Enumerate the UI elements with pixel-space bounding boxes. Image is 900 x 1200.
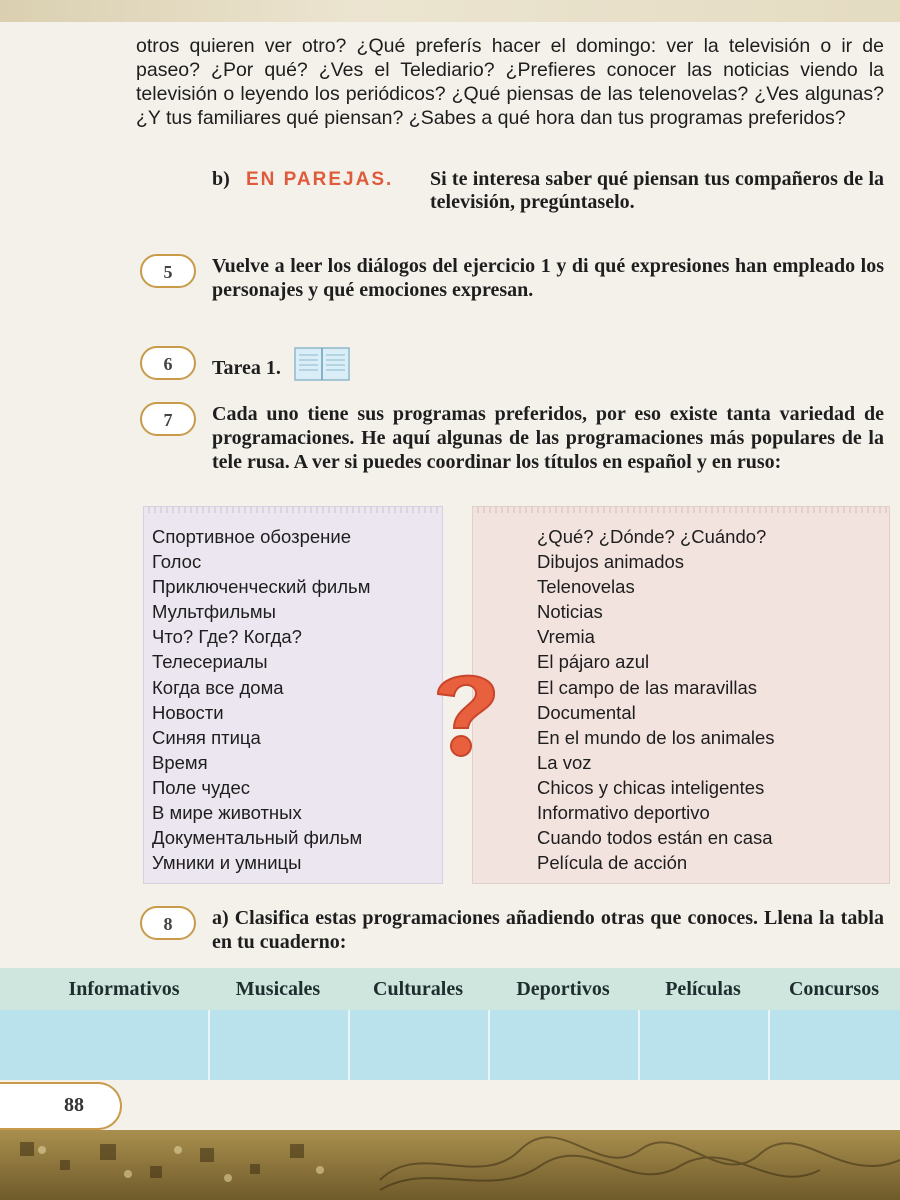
russian-title: Умники и умницы (152, 852, 302, 874)
spanish-titles-list (537, 524, 775, 875)
table-divider (488, 1010, 490, 1080)
classification-table (0, 968, 900, 1080)
table-divider (208, 1010, 210, 1080)
russian-titles-list (152, 524, 370, 875)
spanish-title: El pájaro azul (537, 651, 650, 673)
table-header: Películas (665, 978, 741, 1000)
top-decoration (0, 0, 900, 22)
russian-title: Документальный фильм (152, 827, 363, 849)
exercise-text: Cada uno tiene sus programas preferidos, por eso existe tanta variedad de programaciones. He aquí algunas de las programaciones más populares de la tele rusa. A ver si puedes coordinar los títulos en español y en ruso: (212, 403, 884, 473)
russian-title: Новости (152, 701, 224, 723)
table-header-row (0, 968, 900, 1010)
russian-title: Когда все дома (152, 676, 284, 698)
page-number: 88 (64, 1094, 84, 1116)
table-divider (348, 1010, 350, 1080)
spanish-title: ¿Qué? ¿Dónde? ¿Cuándo? (537, 526, 767, 547)
spanish-title: Cuando todos están en casa (537, 827, 773, 849)
russian-title: Спортивное обозрение (152, 526, 351, 547)
open-book-icon (294, 346, 350, 393)
table-header: Concursos (788, 978, 879, 1000)
russian-title: Синяя птица (152, 726, 261, 748)
spanish-title: Informativo deportivo (537, 802, 710, 824)
russian-title: Что? Где? Когда? (152, 626, 302, 648)
exercise-text: Vuelve a leer los diálogos del ejercicio 1 y di qué expresiones han empleado los personajes y qué emociones expresan. (212, 255, 884, 301)
exercise-number: 8 (140, 906, 196, 940)
table-divider (638, 1010, 640, 1080)
spanish-title: Chicos y chicas inteligentes (537, 776, 765, 798)
russian-title: В мире животных (152, 802, 302, 824)
spanish-title: En el mundo de los animales (537, 726, 775, 748)
intro-paragraph: otros quieren ver otro? ¿Qué preferís hacer el domingo: ver la televisión o ir de paseo? ¿Por qué? ¿Ves el Telediario? ¿Prefieres conocer las noticias viendo la televisión o leyendo los periódicos? ¿Qué piensas de las telenovelas? ¿Ves algunas? ¿Y tus familiares qué piensan? ¿Sabes a qué hora dan tus programas preferidos? (136, 35, 884, 129)
spanish-title: Telenovelas (537, 576, 635, 598)
russian-title: Голос (152, 551, 202, 573)
exercise-text: a) Clasifica estas programaciones añadiendo otras que conoces. Llena la tabla en tu cuaderno: (212, 907, 884, 953)
russian-title: Телесериалы (152, 651, 268, 673)
exercise-number: 7 (140, 402, 196, 436)
table-body-row (0, 1010, 900, 1080)
subtask-b (212, 168, 884, 214)
spanish-title: Vremia (537, 626, 595, 648)
pair-work-tag: EN PAREJAS. (246, 169, 394, 190)
spanish-title: El campo de las maravillas (537, 676, 758, 698)
russian-title: Приключенческий фильм (152, 576, 371, 598)
subtask-text: Si te interesa saber qué piensan tus compañeros de la televisión, pregúntaselo. (430, 168, 884, 213)
russian-title: Поле чудес (152, 776, 251, 798)
page-number-tab (0, 1082, 122, 1130)
russian-title: Мультфильмы (152, 601, 276, 623)
subtask-marker: b) (212, 168, 230, 190)
question-mark-icon (420, 664, 510, 764)
spanish-title: La voz (537, 751, 592, 773)
spanish-title: Documental (537, 701, 636, 723)
exercise-number: 5 (140, 254, 196, 288)
exercise-number: 6 (140, 346, 196, 380)
exercise-text: Tarea 1. (212, 357, 281, 380)
spanish-title: Dibujos animados (537, 551, 685, 573)
footer-pattern (0, 1130, 900, 1200)
table-divider (768, 1010, 770, 1080)
spanish-title: Noticias (537, 601, 603, 623)
russian-title: Время (152, 751, 208, 773)
table-header: Informativos (68, 978, 180, 1000)
spanish-title: Película de acción (537, 852, 688, 874)
table-header: Deportivos (516, 978, 610, 1000)
table-header: Culturales (373, 978, 463, 1000)
table-header: Musicales (235, 978, 321, 1000)
